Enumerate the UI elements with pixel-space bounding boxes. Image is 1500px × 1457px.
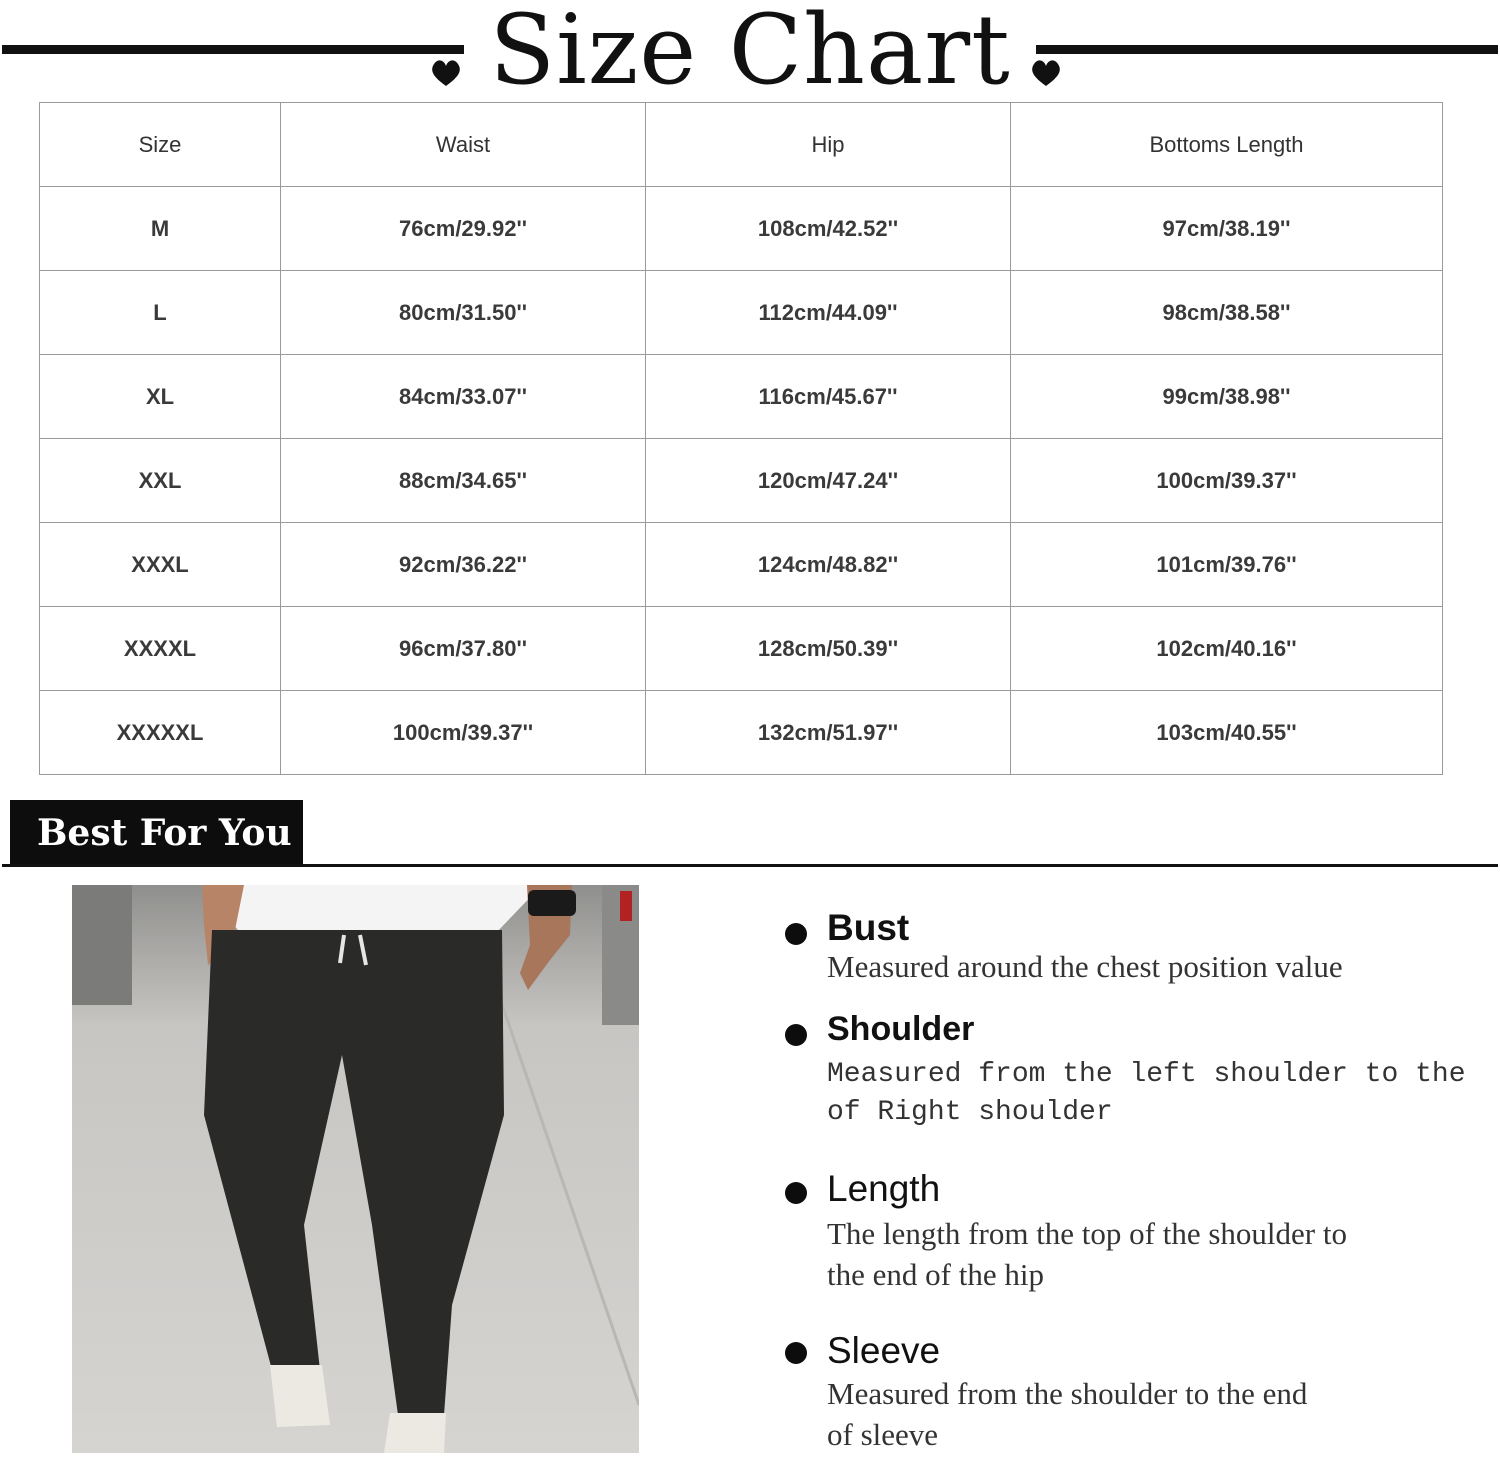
hip-cell: 128cm/50.39'' [646,607,1011,691]
right-shoe [384,1413,446,1453]
table-row [40,271,1443,355]
column-header-bottoms-length: Bottoms Length [1011,103,1443,187]
length-cell: 103cm/40.55'' [1011,691,1443,775]
column-header-hip: Hip [646,103,1011,187]
note-line: Measured from the shoulder to the end [827,1376,1308,1411]
size-cell: M [40,187,281,271]
heart-icon [1028,58,1064,88]
red-sign [620,891,632,921]
waist-cell: 84cm/33.07'' [281,355,646,439]
length-cell: 100cm/39.37'' [1011,439,1443,523]
bullet-icon [785,1024,807,1046]
column-header-waist: Waist [281,103,646,187]
length-cell: 98cm/38.58'' [1011,271,1443,355]
size-table [39,102,1443,775]
watch [528,890,576,916]
note-line: of sleeve [827,1417,939,1452]
table-row [40,607,1443,691]
note-line: Measured around the chest position value [827,949,1343,984]
size-cell: XXXXL [40,607,281,691]
note-line: the end of the hip [827,1257,1044,1292]
left-shoe [270,1365,330,1427]
waist-cell: 100cm/39.37'' [281,691,646,775]
note-line: The length from the top of the shoulder to [827,1216,1347,1251]
hip-cell: 124cm/48.82'' [646,523,1011,607]
waist-cell: 80cm/31.50'' [281,271,646,355]
note-line: Measured from the left shoulder to the [827,1059,1466,1090]
waist-cell: 88cm/34.65'' [281,439,646,523]
size-cell: L [40,271,281,355]
hip-cell: 108cm/42.52'' [646,187,1011,271]
table-row [40,439,1443,523]
waist-cell: 76cm/29.92'' [281,187,646,271]
table-header-row [40,103,1443,187]
shirt [202,885,542,937]
size-cell: XXL [40,439,281,523]
heart-icon [428,58,464,88]
hip-cell: 132cm/51.97'' [646,691,1011,775]
waist-cell: 96cm/37.80'' [281,607,646,691]
size-cell: XXXXXL [40,691,281,775]
size-cell: XL [40,355,281,439]
note-title: Length [827,1168,941,1209]
waist-cell: 92cm/36.22'' [281,523,646,607]
title-rule-right [1036,45,1498,54]
bullet-icon [785,1342,807,1364]
wall-left [72,885,132,1005]
hip-cell: 116cm/45.67'' [646,355,1011,439]
column-header-size: Size [40,103,281,187]
length-cell: 97cm/38.19'' [1011,187,1443,271]
length-cell: 101cm/39.76'' [1011,523,1443,607]
bullet-icon [785,1182,807,1204]
note-title: Sleeve [827,1330,941,1371]
table-row [40,523,1443,607]
note-title: Bust [827,907,910,948]
banner-rule [2,864,1498,867]
note-title: Shoulder [827,1010,975,1048]
bullet-icon [785,923,807,945]
product-photo [72,885,639,1453]
note-line: of Right shoulder [827,1097,1113,1128]
hip-cell: 112cm/44.09'' [646,271,1011,355]
length-cell: 102cm/40.16'' [1011,607,1443,691]
size-cell: XXXL [40,523,281,607]
hip-cell: 120cm/47.24'' [646,439,1011,523]
table-row [40,187,1443,271]
length-cell: 99cm/38.98'' [1011,355,1443,439]
title-rule-left [2,45,464,54]
table-row [40,355,1443,439]
best-for-you-banner: Best For You [10,800,303,864]
page-title: Size Chart [489,0,1011,106]
table-row [40,691,1443,775]
